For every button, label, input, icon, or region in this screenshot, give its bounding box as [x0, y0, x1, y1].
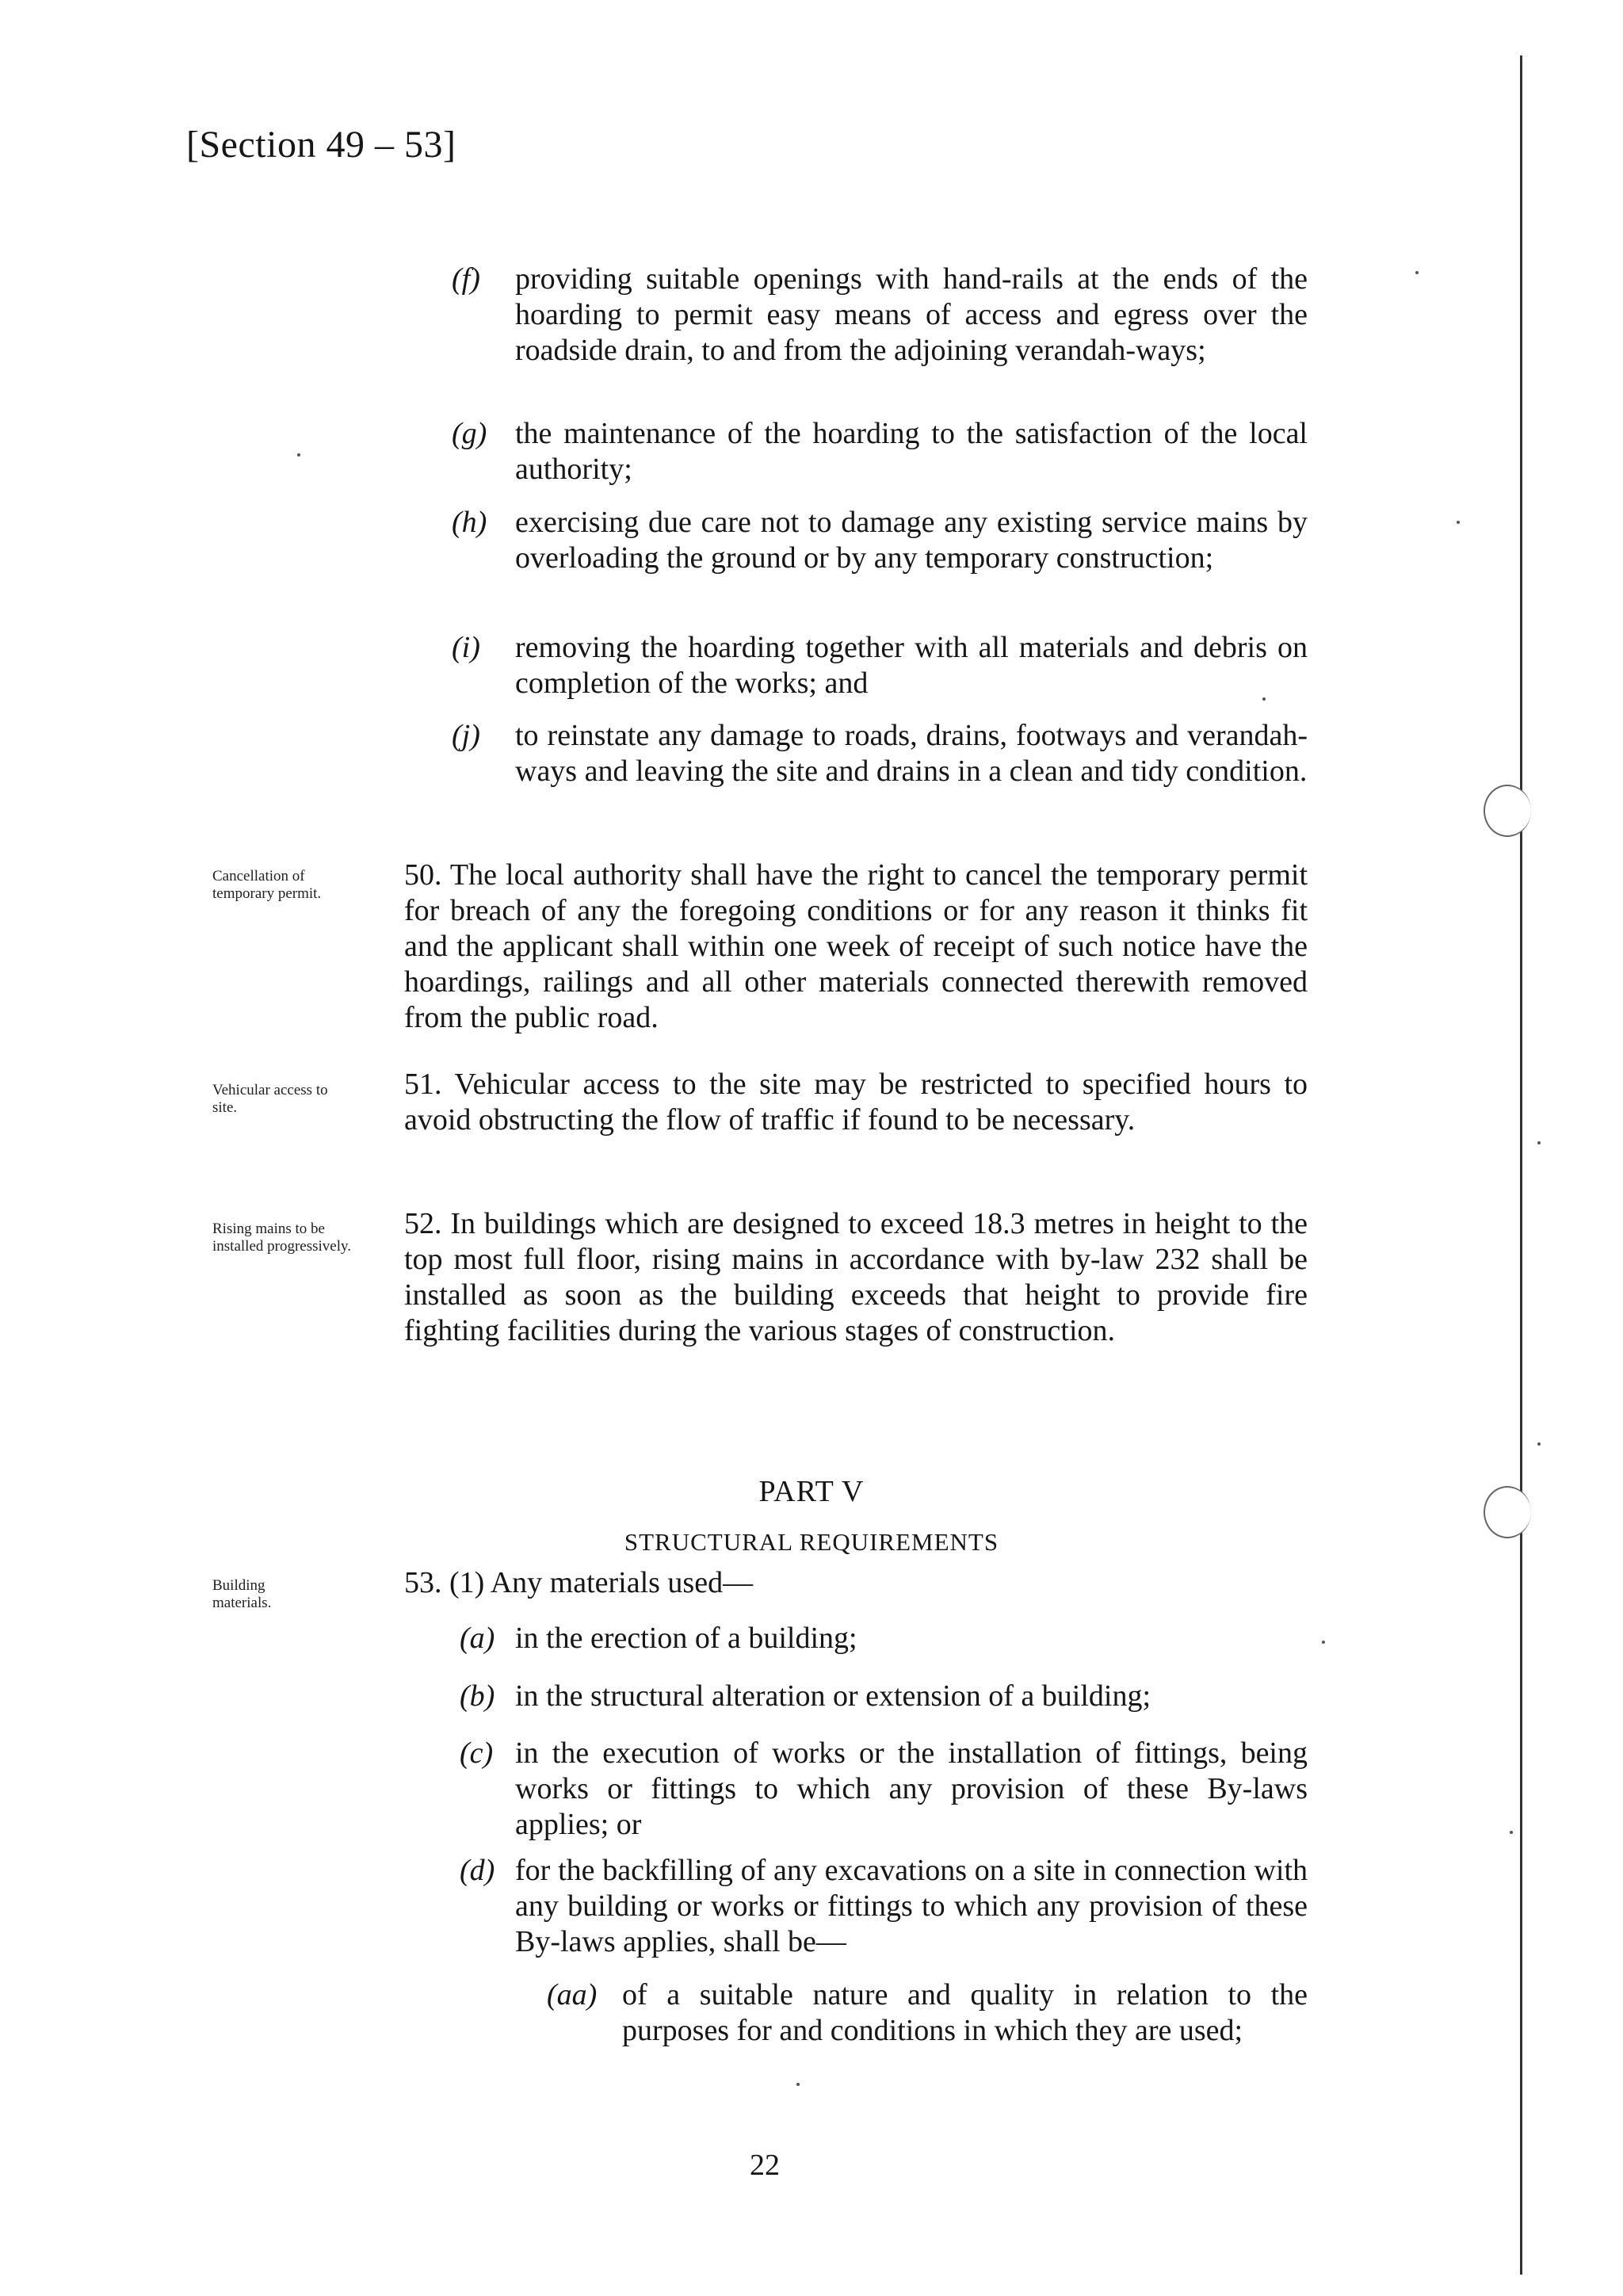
item-label: (f) [452, 262, 480, 296]
scan-speck [1322, 1641, 1325, 1644]
part-title: PART V [758, 1475, 865, 1508]
item-label: (i) [452, 631, 480, 664]
scan-speck [1415, 271, 1419, 274]
section-53-intro: 53. (1) Any materials used— [404, 1566, 754, 1599]
item-label: (h) [452, 506, 487, 539]
item-text: in the execution of works or the installation of fittings, being works or fittings to which any provision of these By-laws applies; or [515, 1736, 1308, 1841]
part-subtitle: STRUCTURAL REQUIREMENTS [624, 1528, 999, 1556]
item-label: (j) [452, 719, 480, 752]
item-text: of a suitable nature and quality in relation to the purposes for and conditions in which they are used; [622, 1978, 1308, 2047]
section-52: 52. In buildings which are designed to exceed 18.3 metres in height to the top most full floor, rising mains in accordance with by-law 232 shall be installed as soon as the building exceeds that height to provide fire fighting facilities during the various stages of construction. [404, 1207, 1308, 1347]
scan-speck [1537, 1442, 1541, 1446]
scan-speck [1510, 1831, 1513, 1834]
margin-note-50: Cancellation of temporary permit. [212, 868, 322, 902]
item-label: (d) [460, 1854, 495, 1887]
item-label: (a) [460, 1622, 495, 1655]
item-text: exercising due care not to damage any existing service mains by overloading the ground or by any temporary construction; [515, 506, 1308, 575]
item-label: (g) [452, 417, 487, 450]
scan-speck [297, 453, 300, 457]
item-text: the maintenance of the hoarding to the satisfaction of the local authority; [515, 417, 1308, 486]
section-header: [Section 49 – 53] [186, 124, 456, 166]
punch-hole-top [1484, 785, 1531, 837]
scan-edge-line [1520, 55, 1522, 2275]
item-text: for the backfilling of any excavations on a site in connection with any building or works or fittings to which any provision of these By-laws applies, shall be— [515, 1854, 1308, 1958]
item-text: in the erection of a building; [515, 1622, 857, 1655]
item-text: to reinstate any damage to roads, drains, footways and verandah-ways and leaving the site and drains in a clean and tidy condition. [515, 719, 1308, 788]
item-text: providing suitable openings with hand-rails at the ends of the hoarding to permit easy means of access and egress over the roadside drain, to and from the adjoining verandah-ways; [515, 262, 1308, 367]
margin-note-53: Building materials. [212, 1577, 272, 1611]
margin-note-52: Rising mains to be installed progressively. [212, 1221, 352, 1255]
item-label: (c) [460, 1736, 494, 1770]
scan-speck [1262, 697, 1266, 701]
section-50: 50. The local authority shall have the right to cancel the temporary permit for breach of any the foregoing conditions or for any reason it thinks fit and the applicant shall within one week of receipt of such notice have the hoardings, railings and all other materials connected therewith removed from the public road. [404, 858, 1308, 1034]
item-label: (aa) [547, 1978, 598, 2011]
scan-speck [796, 2083, 800, 2086]
section-51: 51. Vehicular access to the site may be restricted to specified hours to avoid obstructing the flow of traffic if found to be necessary. [404, 1068, 1308, 1137]
page-number: 22 [750, 2149, 780, 2182]
item-text: in the structural alteration or extension of a building; [515, 1679, 1151, 1713]
scan-speck [1457, 521, 1460, 524]
item-label: (b) [460, 1679, 495, 1713]
punch-hole-bottom [1484, 1486, 1531, 1538]
item-text: removing the hoarding together with all materials and debris on completion of the works; and [515, 631, 1308, 700]
scan-speck [1537, 1141, 1541, 1144]
margin-note-51: Vehicular access to site. [212, 1082, 328, 1116]
